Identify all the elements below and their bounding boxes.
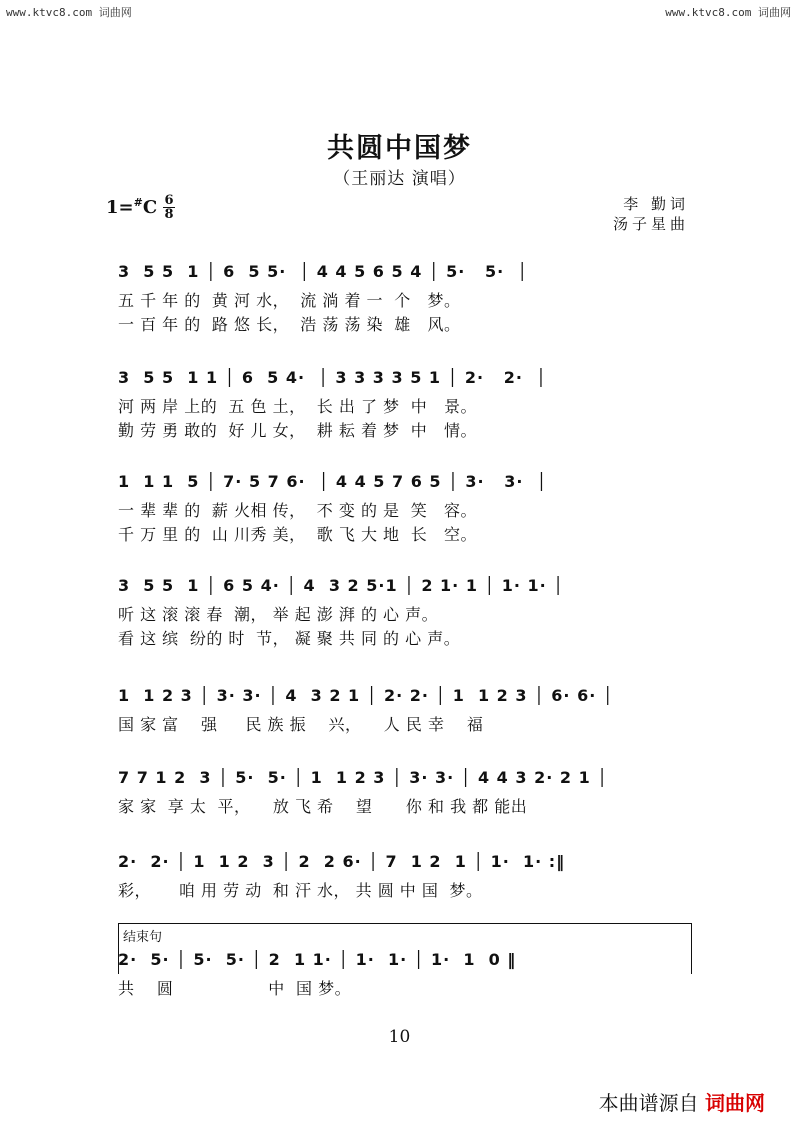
notation-line: 3 5 5 1 │ 6 5 5· │ 4 4 5 6 5 4 │ 5· 5· │ — [118, 262, 529, 281]
meter-bottom: 8 — [164, 207, 174, 222]
footer-source — [599, 1087, 765, 1116]
lyric-verse-1: 听 这 滚 滚 春 潮， 举 起 澎 湃 的 心 声。 — [118, 605, 439, 624]
song-title: 共圆中国梦 — [327, 133, 472, 164]
score-system-2 — [118, 368, 698, 442]
lyric-verse-2: 勤 劳 勇 敢的 好 儿 女， 耕 耘 着 梦 中 情。 — [118, 421, 477, 440]
sharp-sign: # — [133, 196, 143, 209]
footer-brand[interactable]: 词曲网 — [705, 1091, 765, 1115]
footer-prefix: 本曲谱源自 — [598, 1091, 699, 1115]
lyric-verse-2: 千 万 里 的 山 川秀 美， 歌 飞 大 地 长 空。 — [118, 525, 477, 544]
notation-line: 3 5 5 1 │ 6 5 4· │ 4 3 2 5·1 │ 2 1· 1 │ 1· 1· │ — [118, 576, 564, 595]
ending-label: 结束句 — [123, 930, 163, 945]
lyric-verse-1: 河 两 岸 上的 五 色 土， 长 出 了 梦 中 景。 — [118, 397, 477, 416]
lyric-verse-1: 共 圆 中 国 梦。 — [118, 979, 352, 998]
notation-line: 7 7 1 2 3 │ 5· 5· │ 1 1 2 3 │ 3· 3· │ 4 4 3 2· 2 1 │ — [118, 768, 608, 787]
watermark-left: www.ktvc8.com 词曲网 — [6, 6, 132, 19]
score-system-3 — [118, 472, 698, 546]
score-system-1 — [118, 262, 698, 336]
composer-credit: 汤子星曲 — [612, 215, 689, 233]
watermark-right: www.ktvc8.com 词曲网 — [665, 6, 791, 19]
key-signature — [106, 196, 157, 218]
key-note: C — [142, 197, 158, 218]
lyric-verse-2: 一 百 年 的 路 悠 长， 浩 荡 荡 染 雄 风。 — [118, 315, 461, 334]
notation-line: 1 1 1 5 │ 7· 5 7 6· │ 4 4 5 7 6 5 │ 3· 3· │ — [118, 472, 548, 491]
score-system-4 — [118, 576, 698, 650]
lyric-verse-1: 家 家 享 太 平， 放 飞 希 望 你 和 我 都 能出 — [118, 797, 528, 816]
score-system-7 — [118, 852, 698, 902]
meter-top: 6 — [164, 193, 174, 208]
lyric-verse-2: 看 这 缤 纷的 时 节， 凝 聚 共 同 的 心 声。 — [118, 629, 461, 648]
lyricist-credit: 李 勤词 — [623, 195, 689, 213]
score-system-5 — [118, 686, 698, 736]
time-signature — [163, 194, 175, 221]
notation-line: 2· 5· │ 5· 5· │ 2 1 1· │ 1· 1· │ 1· 1 0 ‖ — [118, 950, 517, 969]
notation-line: 1 1 2 3 │ 3· 3· │ 4 3 2 1 │ 2· 2· │ 1 1 2 3 │ 6· 6· │ — [118, 686, 614, 705]
lyric-verse-1: 一 辈 辈 的 薪 火相 传， 不 变 的 是 笑 容。 — [118, 501, 477, 520]
lyric-verse-1: 彩， 咱 用 劳 动 和 汗 水， 共 圆 中 国 梦。 — [118, 881, 483, 900]
score-system-6 — [118, 768, 698, 818]
score-system-ending — [118, 950, 698, 1000]
lyric-verse-1: 五 千 年 的 黄 河 水， 流 淌 着 一 个 梦。 — [118, 291, 461, 310]
notation-line: 3 5 5 1 1 │ 6 5 4· │ 3 3 3 3 5 1 │ 2· 2· │ — [118, 368, 547, 387]
singer-credit: （王丽达 演唱） — [333, 169, 466, 189]
notation-line: 2· 2· │ 1 1 2 3 │ 2 2 6· │ 7 1 2 1 │ 1· 1· :‖ — [118, 852, 566, 871]
lyric-verse-1: 国 家 富 强 民 族 振 兴， 人 民 幸 福 — [118, 715, 484, 734]
page-number: 10 — [388, 1027, 411, 1047]
key-prefix: 1= — [106, 197, 134, 218]
